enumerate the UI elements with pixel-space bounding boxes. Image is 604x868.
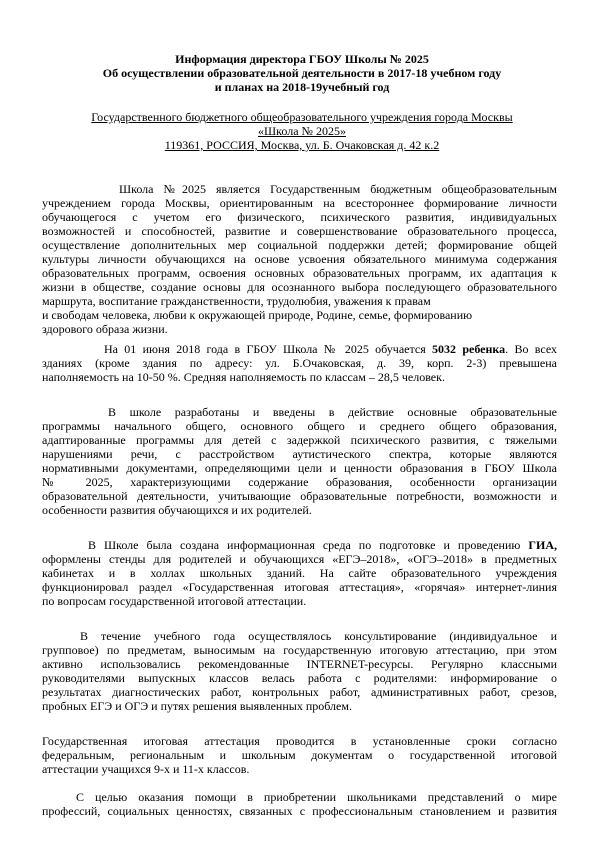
text-line: пробных ЕГЭ и ОГЭ и путях решения выявленных проблем. — [42, 699, 352, 713]
text-line: нарушениями речи, с расстройством аутистического спектра, которые являются — [42, 447, 557, 461]
text-line: по вопросам государственной итоговой аттестации. — [42, 594, 307, 608]
text-line: нормативными документами, определяющими цели и ценности образования в ГБОУ Школа — [42, 461, 557, 475]
text-line: На 01 июня 2018 года в ГБОУ Школа № 2025 обучается 5032 ребенка. Во всех — [104, 342, 557, 356]
doc-title: Информация директора ГБОУ Школы № 2025 — [175, 52, 429, 66]
text-line: обучающегося с учетом его физического, психического развития, индивидуальных — [42, 210, 557, 224]
text-line: наполняемость на 10-50 %. Средняя наполняемость по классам – 28,5 человек. — [42, 370, 445, 384]
org-address: 119361, РОССИЯ, Москва, ул. Б. Очаковская д. 42 к.2 — [164, 138, 440, 152]
text-line: здорового образа жизни. — [42, 322, 168, 336]
text-line: оформлены стенды для родителей и обучающихся «ЕГЭ–2018», «ОГЭ–2018» в предметных — [42, 552, 557, 566]
text-line: учреждением города Москвы, ориентированным на всестороннее формирование личности — [42, 196, 557, 210]
text-line: В течение учебного года осуществлялось консультирование (индивидуальное и — [80, 629, 557, 643]
text-line: особенности развития обучающихся и их родителей. — [42, 503, 312, 517]
text-line: зданиях (кроме здания по адресу: ул. Б.Очаковская, д. 39, корп. 2-3) превышена — [42, 356, 557, 370]
student-count: 5032 ребенка — [432, 342, 506, 356]
text-line: образовательных программ, освоения основных образовательных программ, их адаптация к — [42, 266, 557, 280]
text-line: аттестации учащихся 9-х и 11-х классов. — [42, 762, 250, 776]
text-line: жизни в обществе, создание основы для осознанного выбора последующего образовательного — [42, 280, 557, 294]
org-short-name: «Школа № 2025» — [258, 124, 346, 138]
text-line: В Школе была создана информационная среда по подготовке и проведению ГИА, — [88, 538, 557, 552]
text-line: Школа №2025 является Государственным бюджетным общеобразовательным — [119, 182, 557, 196]
text-line: культуры личности обучающихся на основе усвоения обязательного минимума содержания — [42, 252, 557, 266]
text-line: № 2025, характеризующими содержание образования, особенности организации — [42, 475, 557, 489]
text-line: маршрута, воспитание гражданственности, трудолюбия, уважения к правам — [42, 294, 431, 308]
text-line: возможностей и способностей, развитие и совершенствование образовательного процесса, — [42, 224, 557, 238]
text-line: групповое) по предметам, выносимым на государственную итоговую аттестацию, при этом — [42, 643, 557, 657]
gia-term: ГИА, — [528, 538, 557, 552]
org-name: Государственного бюджетного общеобразовательного учреждения города Москвы — [91, 110, 513, 124]
text-line: профессий, социальных ценностях, связанных с профессиональным становлением и развития — [42, 804, 557, 818]
text-line: кабинетах и в холлах школьных зданий. На сайте образовательного учреждения — [42, 566, 557, 580]
text-line: С целью оказания помощи в приобретении школьниками представлений о мире — [76, 790, 557, 804]
text-line: руководителями выпускных классов велась работа с родителями: информирование о — [42, 671, 557, 685]
text-line: функционировал раздел «Государственная итоговая аттестация», «горячая» интернет-линия — [42, 580, 557, 594]
text-line: адаптированные программы для детей с задержкой психического развития, с тяжелыми — [42, 433, 557, 447]
text-line: и свободам человека, любви к окружающей природе, Родине, семье, формированию — [42, 308, 473, 322]
doc-subtitle-2: и планах на 2018-19учебный год — [214, 80, 390, 94]
text-line: программы начального общего, основного общего и среднего общего образования, — [42, 419, 557, 433]
text-line: Государственная итоговая аттестация проводится в установленные сроки согласно — [42, 734, 557, 748]
text-line: результатах диагностических работ, контрольных работ, административных работ, срезов, — [42, 685, 557, 699]
text-line: образовательной деятельности, учитывающие образовательные потребности, возможности и — [42, 489, 557, 503]
text-line: активно использовались рекомендованные INTERNET-ресурсы. Регулярно классными — [42, 657, 557, 671]
text-line: федеральным, региональным и школьным документам о государственной итоговой — [42, 748, 557, 762]
text-line: В школе разработаны и введены в действие основные образовательные — [108, 405, 557, 419]
text-line: осуществление дополнительных мер социальной поддержки детей; формирование общей — [42, 238, 557, 252]
doc-subtitle: Об осуществлении образовательной деятельности в 2017-18 учебном году — [102, 66, 502, 80]
